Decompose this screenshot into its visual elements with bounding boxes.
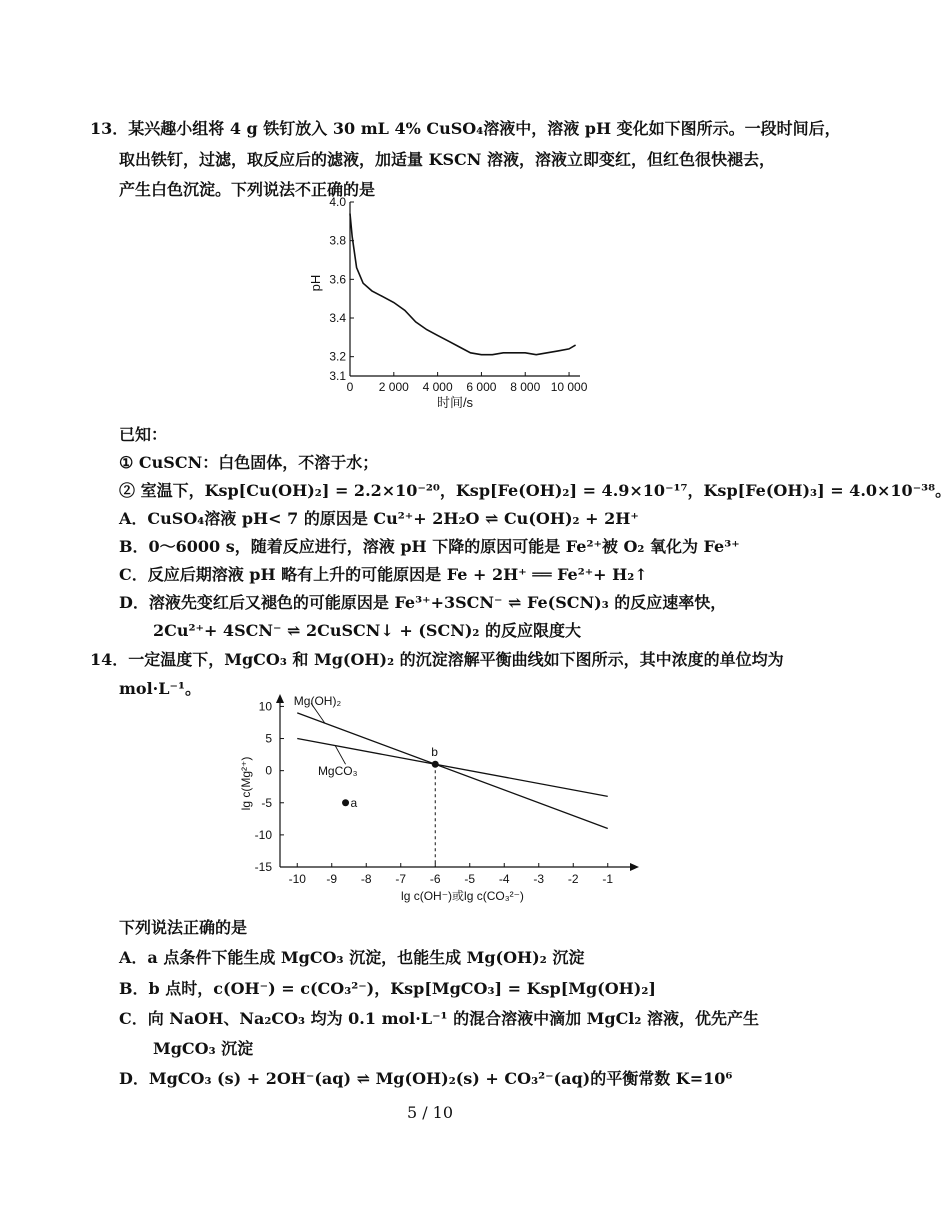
mg-chart-plot xyxy=(239,694,639,903)
y-tick-label: -10 xyxy=(254,827,272,842)
q13-known-1: ① CuSCN：白色固体，不溶于水； xyxy=(119,453,379,472)
q13-option-a: A．CuSO₄溶液 pH< 7 的原因是 Cu²⁺+ 2H₂O ⇌ Cu(OH)₂ + 2H⁺ xyxy=(119,509,639,528)
x-tick-label: -6 xyxy=(429,872,441,886)
y-tick-label: 3.8 xyxy=(329,233,346,248)
y-tick-label: 10 xyxy=(258,699,272,714)
q14-prompt: 下列说法正确的是 xyxy=(119,918,248,937)
q13-known-2: ② 室温下，Ksp[Cu(OH)₂] = 2.2×10⁻²⁰，Ksp[Fe(OH)₂] = 4.9×10⁻¹⁷，Ksp[Fe(OH)₃] = 4.0×10⁻³⁸。 xyxy=(119,481,951,500)
q14-option-c-line1: C．向 NaOH、Na₂CO₃ 均为 0.1 mol·L⁻¹ 的混合溶液中滴加 MgCl₂ 溶液，优先产生 xyxy=(119,1009,759,1028)
x-tick-label: -5 xyxy=(464,872,476,886)
point-a xyxy=(342,799,349,806)
q14-option-b: B．b 点时，c(OH⁻) = c(CO₃²⁻)，Ksp[MgCO₃] = Ksp[Mg(OH)₂] xyxy=(119,979,656,998)
y-tick-label: 3.6 xyxy=(329,272,346,287)
x-tick-label: -9 xyxy=(326,872,338,886)
q13-known-title: 已知： xyxy=(119,425,168,444)
q14-option-c-line2: MgCO₃ 沉淀 xyxy=(153,1039,254,1058)
y-tick-label: -5 xyxy=(261,795,272,810)
q13-option-d-line2: 2Cu²⁺+ 4SCN⁻ ⇌ 2CuSCN↓ + (SCN)₂ 的反应限度大 xyxy=(153,621,581,640)
y-tick-label: 3.1 xyxy=(329,369,346,383)
x-tick-label: -7 xyxy=(395,872,407,886)
mgco3-label: MgCO₃ xyxy=(317,764,358,779)
y-axis-label: pH xyxy=(308,274,323,292)
q13-stem-line1: 13．某兴趣小组将 4 g 铁钉放入 30 mL 4% CuSO₄溶液中，溶液 pH 变化如下图所示。一段时间后， xyxy=(90,119,841,138)
y-tick-label: 5 xyxy=(265,731,272,746)
x-tick-label: 10 000 xyxy=(550,380,588,394)
q14-stem-line2: mol·L⁻¹。 xyxy=(119,679,201,698)
x-tick-label: -3 xyxy=(533,872,545,886)
page-number: 5 / 10 xyxy=(406,1103,454,1122)
x-tick-label: 2 000 xyxy=(378,380,409,394)
y-axis-arrow xyxy=(276,694,284,703)
ph-time-chart xyxy=(300,192,600,418)
x-tick-label: -10 xyxy=(288,872,306,886)
y-tick-label: 0 xyxy=(265,763,272,778)
y-tick-label: 3.2 xyxy=(329,349,346,364)
x-tick-label: 0 xyxy=(346,380,354,394)
x-tick-label: -8 xyxy=(360,872,372,886)
y-tick-label: -15 xyxy=(254,860,272,874)
q13-stem-line2: 取出铁钉，过滤，取反应后的滤液，加适量 KSCN 溶液，溶液立即变红，但红色很快褪去， xyxy=(119,150,775,169)
ph-curve xyxy=(350,214,576,355)
y-tick-label: 4.0 xyxy=(329,195,346,209)
x-tick-label: 6 000 xyxy=(466,380,497,394)
q13-option-c: C．反应后期溶液 pH 略有上升的可能原因是 Fe + 2H⁺ ══ Fe²⁺+ H₂↑ xyxy=(119,565,648,584)
q13-option-d-line1: D．溶液先变红后又褪色的可能原因是 Fe³⁺+3SCN⁻ ⇌ Fe(SCN)₃ 的反应速率快， xyxy=(119,593,727,612)
q13-stem-line3: 产生白色沉淀。下列说法不正确的是 xyxy=(119,180,376,199)
x-tick-label: -2 xyxy=(567,872,579,886)
q13-option-b: B．0～6000 s，随着反应进行，溶液 pH 下降的原因可能是 Fe²⁺被 O₂ 氧化为 Fe³⁺ xyxy=(119,537,740,556)
point-b-label: b xyxy=(431,745,438,760)
mgco3-leader xyxy=(335,746,345,765)
x-tick-label: 8 000 xyxy=(510,380,541,394)
y-axis-label: lg c(Mg²⁺) xyxy=(239,756,253,811)
mgoh2-label: Mg(OH)₂ xyxy=(293,694,342,709)
x-axis-label: 时间/s xyxy=(436,395,474,410)
mg-solubility-chart xyxy=(225,692,645,918)
point-a-label: a xyxy=(350,795,358,810)
q14-stem-line1: 14．一定温度下，MgCO₃ 和 Mg(OH)₂ 的沉淀溶解平衡曲线如下图所示，其中浓度的单位均为 xyxy=(90,650,784,669)
x-axis-label: lg c(OH⁻)或lg c(CO₃²⁻) xyxy=(401,889,524,903)
x-tick-label: 4 000 xyxy=(422,380,453,394)
x-tick-label: -1 xyxy=(602,872,614,886)
y-tick-label: 3.4 xyxy=(329,311,346,325)
x-axis-arrow xyxy=(630,863,639,871)
x-tick-label: -4 xyxy=(498,872,510,886)
q14-option-a: A．a 点条件下能生成 MgCO₃ 沉淀，也能生成 Mg(OH)₂ 沉淀 xyxy=(119,948,585,967)
ph-chart-plot xyxy=(308,195,588,410)
q14-option-d: D．MgCO₃ (s) + 2OH⁻(aq) ⇌ Mg(OH)₂(s) + CO₃²⁻(aq)的平衡常数 K=10⁶ xyxy=(119,1069,733,1088)
point-b xyxy=(432,761,439,768)
